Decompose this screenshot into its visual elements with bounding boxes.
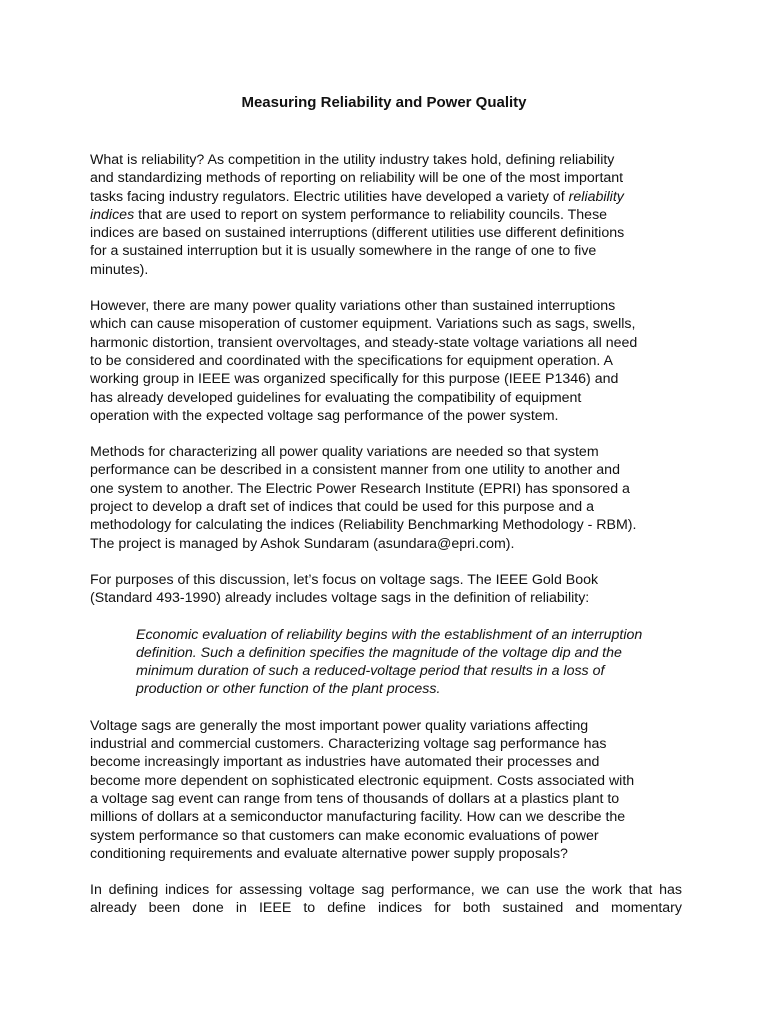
paragraph-characterization-methods: Methods for characterizing all power quality variations are needed so that system performance can be described in a consistent manner from one utility to another and one system to another. The Electric Power Research Institute (EPRI) has sponsored a project to develop a draft set of indices that could be used for this purpose and a methodology for calculating the indices (Reliability Benchmarking Methodology - RBM). The project is managed by Ashok Sundaram (asundara@epri.com).	[90, 444, 637, 552]
paragraph-defining-indices: In defining indices for assessing voltage sag performance, we can use the work that has already been done in IEEE to define indices for both sustained and momentary	[90, 882, 682, 917]
paragraph-1-text-end: that are used to report on system performance to reliability councils. These indices are based on sustained interruptions (different utilities use different definitions for a sustained interruption but it is usually somewhere in the range of one to five minutes).	[90, 206, 625, 278]
gold-book-quote: Economic evaluation of reliability begins with the establishment of an interruption definition. Such a definition specifies the magnitude of the voltage dip and the minimum duration of such a reduced-voltage period that results in a loss of production or other function of the plant process.	[136, 626, 643, 698]
paragraph-1-text-start: What is reliability? As competition in the utility industry takes hold, defining reliability and standardizing methods of reporting on reliability will be one of the most important tasks facing industry regulators. Electric utilities have developed a variety of	[90, 152, 624, 205]
paragraph-reliability-definition	[90, 151, 682, 279]
paragraph-voltage-sags-focus: For purposes of this discussion, let’s focus on voltage sags. The IEEE Gold Book (Standard 493-1990) already includes voltage sags in the definition of reliability:	[90, 571, 599, 607]
page-title: Measuring Reliability and Power Quality	[241, 94, 527, 111]
paragraph-power-quality-variations: However, there are many power quality variations other than sustained interruptions which can cause misoperation of customer equipment. Variations such as sags, swells, harmonic distortion, transient overvoltages, and steady-state voltage variations all need to be considered and coordinated with the specifications for equipment operation. A working group in IEEE was organized specifically for this purpose (IEEE P1346) and has already developed guidelines for evaluating the compatibility of equipment operation with the expected voltage sag performance of the power system.	[90, 298, 638, 424]
paragraph-1-emphasis: reliability indices	[90, 188, 624, 223]
paragraph-voltage-sag-importance: Voltage sags are generally the most important power quality variations affecting industrial and commercial customers. Characterizing voltage sag performance has become increasingly important as industries have automated their processes and become more dependent on sophisticated electronic equipment. Costs associated with a voltage sag event can range from tens of thousands of dollars at a plastics plant to millions of dollars at a semiconductor manufacturing facility. How can we describe the system performance so that customers can make economic evaluations of power conditioning requirements and evaluate alternative power supply proposals?	[90, 717, 635, 862]
document-body	[90, 151, 682, 936]
